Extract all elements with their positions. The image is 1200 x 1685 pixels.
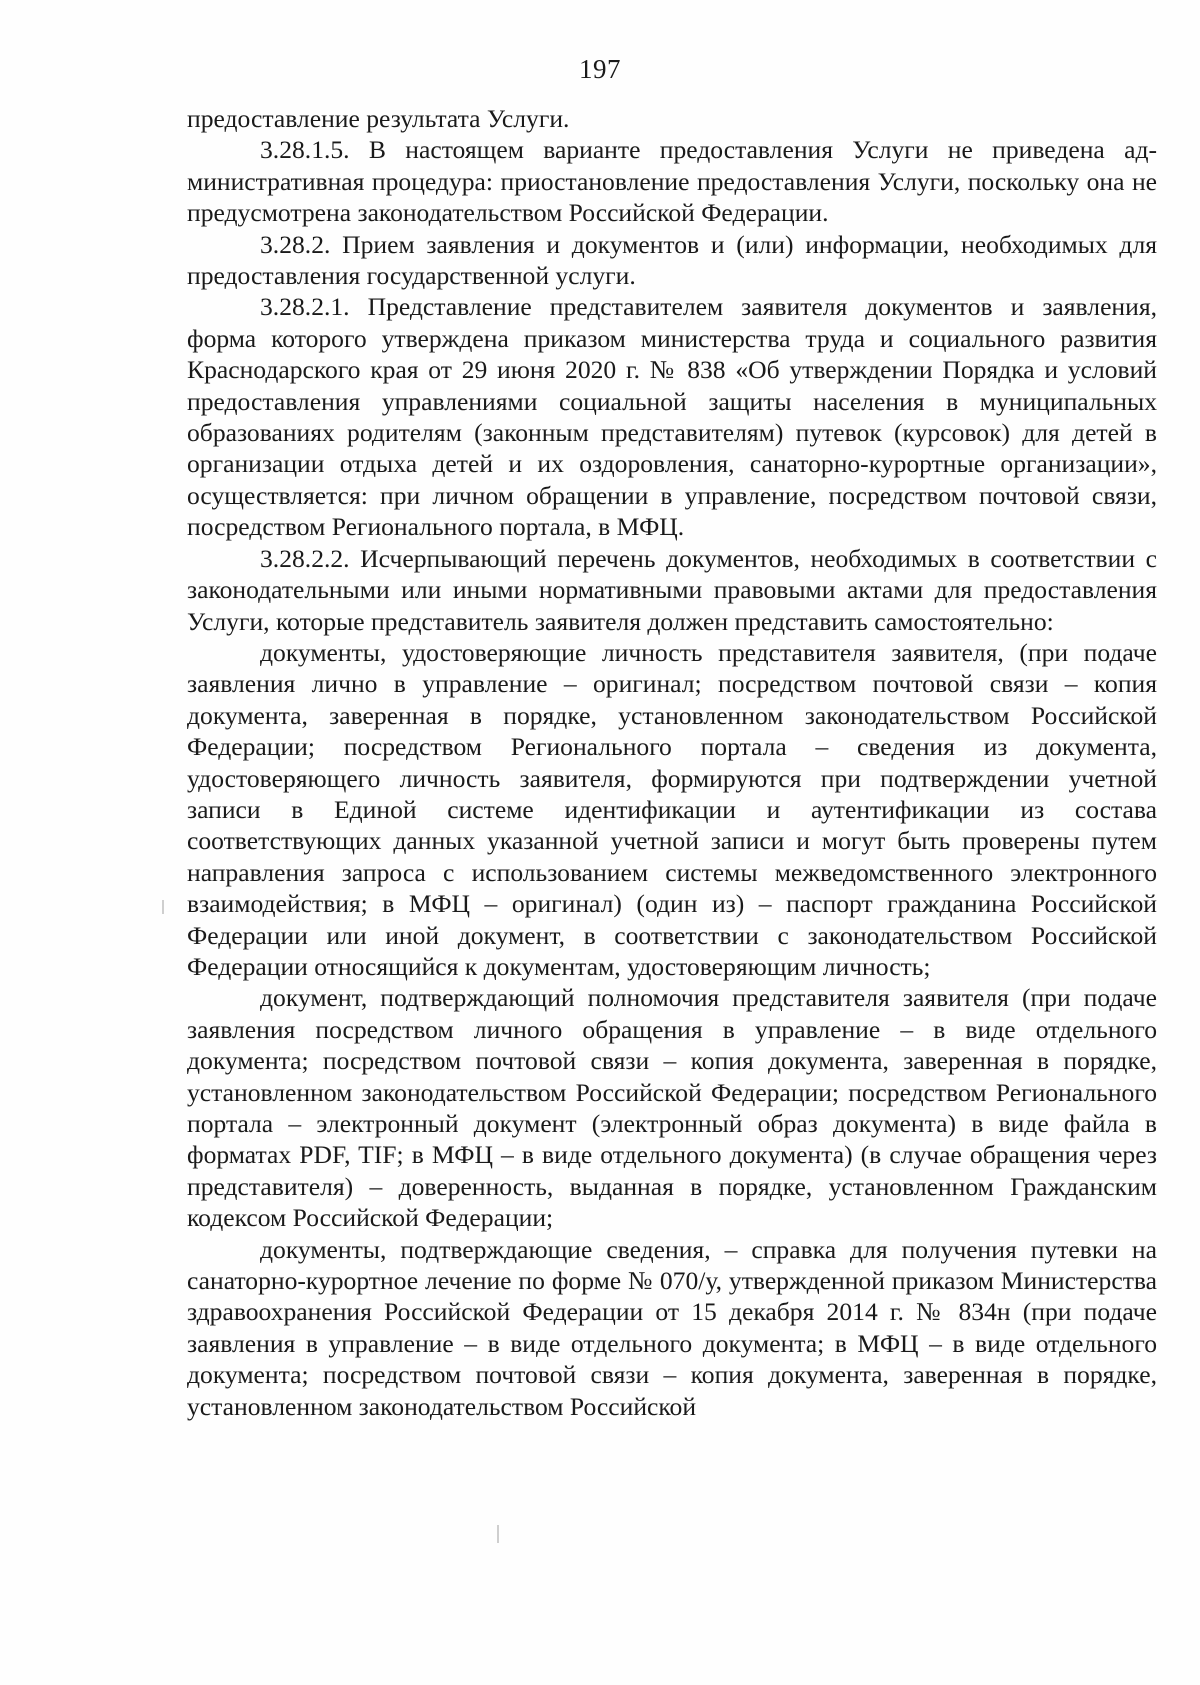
page-number: 197	[579, 54, 621, 84]
paragraph-result-delivery: предоставление результата Услуги.	[187, 104, 570, 133]
paragraph-3-28-1-5: 3.28.1.5. В настоящем варианте предоставления Услуги не приведена административная процедура: приостановление предоставления Услуги, поскольку она не предусмотрена законодательством Российской Федерации.	[187, 135, 1157, 228]
paragraph-3-28-2-2: 3.28.2.2. Исчерпывающий перечень документов, необходимых в соответствии с законодательными или иными нормативными правовыми актами для предоставления Услуги, которые представитель заявителя должен представить самостоятельно:	[187, 543, 1157, 636]
paragraph-3-28-2-1: 3.28.2.1. Представление представителем заявителя документов и заявления, форма которого утверждена приказом министерства труда и социального развития Краснодарского края от 29 июня 2020 г. № 838 «Об утверждении Порядка и условий предоставления управлениями социальной защиты населения в муниципальных образованиях родителям (законным представителям) путевок (курсовок) для детей в организации отдыха детей и их оздоровления, санаторно-курортные организации», осуществляется: при личном обращении в управление, посредством почтовой связи, посредством Регионального портала, в МФЦ.	[187, 292, 1157, 542]
paragraph-authority-document: документ, подтверждающий полномочия представителя заявителя (при подаче заявления посредством личного обращения в управление – в виде отдельного документа; посредством почтовой связи – копия документа, заверенная в порядке, установленном законодательством Российской Федерации; посредством Регионального портала – электронный документ (электронный образ документа) в виде файла в форматах PDF, TIF; в МФЦ – в виде отдельного документа) (в случае обращения через представителя) – доверенность, выданная в порядке, установленном Гражданским кодексом Российской Федерации;	[187, 983, 1157, 1233]
paragraph-3-28-2: 3.28.2. Прием заявления и документов и (или) информации, необходимых для предоставления государственной услуги.	[187, 229, 1157, 291]
scan-artifact-mark	[162, 900, 164, 914]
paragraph-supporting-documents: документы, подтверждающие сведения, – справка для получения путевки на санаторно-курортное лечение по форме № 070/у, утвержденной приказом Министерства здравоохранения Российской Федерации от 15 декабря 2014 г. № 834н (при подаче заявления в управление – в виде отдельного документа; в МФЦ – в виде отдельного документа; посредством почтовой связи – копия документа, заверенная в порядке, установленном законодательством Российской	[187, 1234, 1157, 1421]
paragraph-identity-documents: документы, удостоверяющие личность представителя заявителя, (при подаче заявления лично в управление – оригинал; посредством почтовой связи – копия документа, заверенная в порядке, установленном законодательством Российской Федерации; посредством Регионального портала – сведения из документа, удостоверяющего личность заявителя, формируются при подтверждении учетной записи в Единой системе идентификации и аутентификации из состава соответствующих данных указанной учетной записи и могут быть проверены путем направления запроса с использованием системы межведомственного электронного взаимодействия; в МФЦ – оригинал) (один из) – паспорт гражданина Российской Федерации или иной документ, в соответствии с законодательством Российской Федерации относящийся к документам, удостоверяющим личность;	[187, 637, 1157, 981]
document-body	[187, 103, 1157, 1422]
scan-artifact-mark	[497, 1525, 499, 1543]
